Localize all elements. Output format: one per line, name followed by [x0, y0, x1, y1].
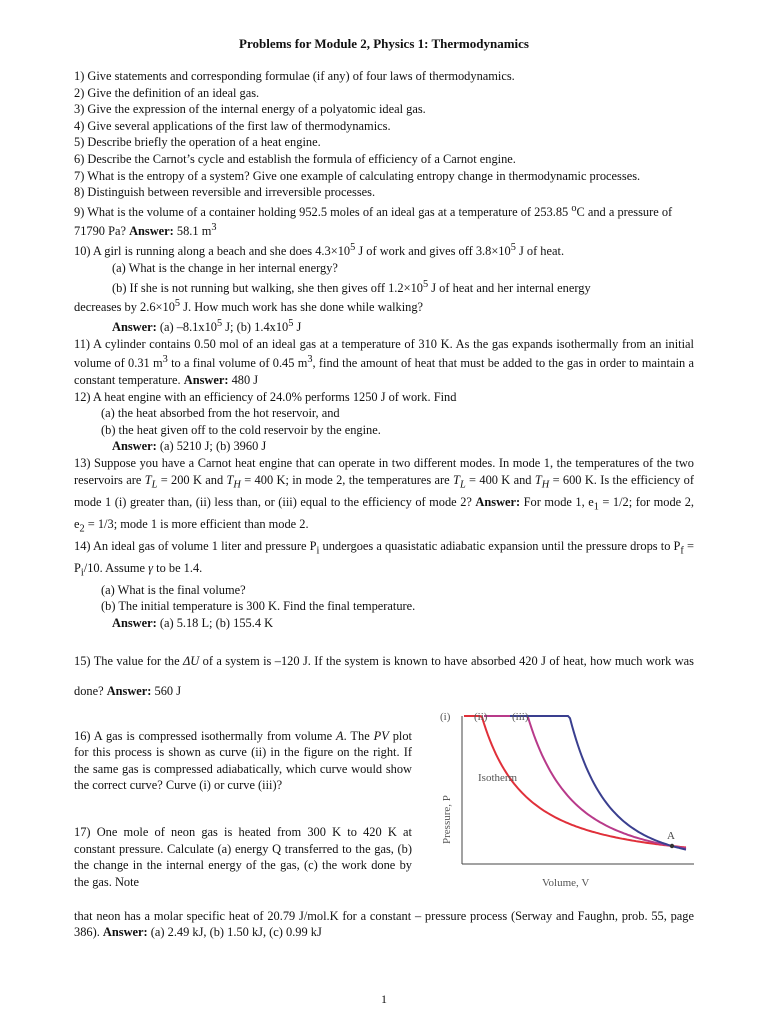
- problem-4: 4) Give several applications of the first law of thermodynamics.: [74, 118, 391, 133]
- problem-15: 15) The value for the ΔU of a system is –120 J. If the system is known to have absorbed 420 J of heat, how much work was done? Answer: 560 J: [74, 653, 695, 698]
- problem-10b: (b) If she is not running but walking, she then gives off $1.2\times 10^5$ J of heat and her internal energy: [112, 278, 591, 295]
- problem-1: 1) Give statements and corresponding formulae (if any) of four laws of thermodynamics.: [74, 69, 515, 83]
- label-curve-iii: (iii): [512, 710, 529, 723]
- problem-9: 9) What is the volume of a container holding 952.5 moles of an ideal gas at a temperature of 253.85 $^o$C and a pressure of 71790 Pa? Answer: 58.1 $m^3$: [74, 202, 673, 239]
- page-title: Problems for Module 2, Physics 1: Thermodynamics: [239, 36, 529, 51]
- problem-6: 6) Describe the Carnot’s cycle and establish the formula of efficiency of a Carnot engine.: [74, 151, 516, 166]
- problem-12a: (a) the heat absorbed from the hot reservoir, and: [101, 406, 340, 421]
- problem-12: 12) A heat engine with an efficiency of 24.0% performs 1250 J of work. Find: [74, 389, 457, 404]
- pv-diagram: [412, 686, 694, 908]
- point-a-label: A: [667, 829, 675, 842]
- problem-11: 11) A cylinder contains 0.50 mol of an ideal gas at a temperature of 310 K. As the gas expands isothermally from an initial volume of 0.31 $m^3$ to a final volume of 0.45 $m^3$, find the amount of heat that must be added to the gas in order to maintain a constant temperature. Answer: 480 J: [74, 336, 694, 387]
- problem-list: [74, 68, 694, 941]
- page-number: 1: [381, 992, 387, 1006]
- problem-8: 8) Distinguish between reversible and irreversible processes.: [74, 185, 376, 200]
- problem-5: 5) Describe briefly the operation of a heat engine.: [74, 135, 321, 150]
- isotherm-label: Isotherm: [478, 771, 518, 784]
- problem-12b: (b) the heat given off to the cold reservoir by the engine.: [101, 422, 381, 437]
- y-axis-label: Pressure, P: [441, 794, 453, 844]
- problem-14-answer: Answer: (a) 5.18 L; (b) 155.4 K: [112, 616, 274, 631]
- problem-10-answer: Answer: (a) $-8.1x10^5$ J; (b) $1.4x10^5$ J: [112, 317, 302, 335]
- problem-10a: (a) What is the change in her internal energy?: [112, 260, 338, 275]
- point-a-marker: [670, 843, 674, 847]
- label-curve-ii: (ii): [474, 710, 488, 723]
- problem-10: 10) A girl is running along a beach and she does $4.3\times 10^5$ J of work and gives off $3.8\times 10^5$ J of heat.: [74, 242, 565, 259]
- problem-10b-cont: decreases by $2.6\times 10^5$ J. How much work has she done while walking?: [74, 298, 424, 315]
- problem-14: 14) An ideal gas of volume 1 liter and pressure $P_i$ undergoes a quasistatic adiabatic expansion until the pressure drops to $P_f = P_i/10$. Assume γ to be 1.4.: [74, 538, 694, 579]
- problem-14a: (a) What is the final volume?: [101, 582, 246, 597]
- problem-17-cont: that neon has a molar specific heat of 20.79 J/mol.K for a constant – pressure process (Serway and Faughn, prob. 55, page 386). Answer: (a) 2.49 kJ, (b) 1.50 kJ, (c) 0.99 kJ: [74, 908, 694, 940]
- problem-17: 17) One mole of neon gas is heated from 300 K to 420 K at constant pressure. Calculate (a) energy Q transferred to the gas, (b) the change in the internal energy of the gas, (c) the work done by the gas. Note: [74, 825, 412, 889]
- label-curve-i: (i): [440, 710, 451, 723]
- x-axis-label: Volume, V: [542, 876, 590, 889]
- problem-7: 7) What is the entropy of a system? Give one example of calculating entropy change in thermodynamic processes.: [74, 168, 641, 183]
- pv-diagram-svg: [412, 686, 694, 908]
- problem-13: 13) Suppose you have a Carnot heat engine that can operate in two different modes. In mode 1, the temperatures of the two reservoirs are $T_L = 200$ K and $T_H = 400$ K; in mode 2, the temperatures are $T_L = 400$ K and $T_H = 600$ K. Is the efficiency of mode 1 (i) greater than, (ii) less than, or (iii) equal to the efficiency of mode 2? Answer: For mode 1, $e_1 = 1/2$; for mode 2, $e_2 = 1/3$; mode 1 is more efficient than mode 2.: [74, 455, 694, 535]
- problem-14b: (b) The initial temperature is 300 K. Find the final temperature.: [101, 599, 416, 614]
- problem-16: 16) A gas is compressed isothermally from volume A. The PV plot for this process is shown as curve (ii) in the figure on the right. If the same gas is compressed adiabatically, which curve would show the correct curve? Curve (i) or curve (iii)?: [74, 728, 412, 793]
- problem-2: 2) Give the definition of an ideal gas.: [74, 85, 260, 100]
- curve-iii: [510, 716, 686, 850]
- problem-12-answer: Answer: (a) 5210 J; (b) 3960 J: [112, 439, 267, 454]
- problem-3: 3) Give the expression of the internal energy of a polyatomic ideal gas.: [74, 102, 426, 117]
